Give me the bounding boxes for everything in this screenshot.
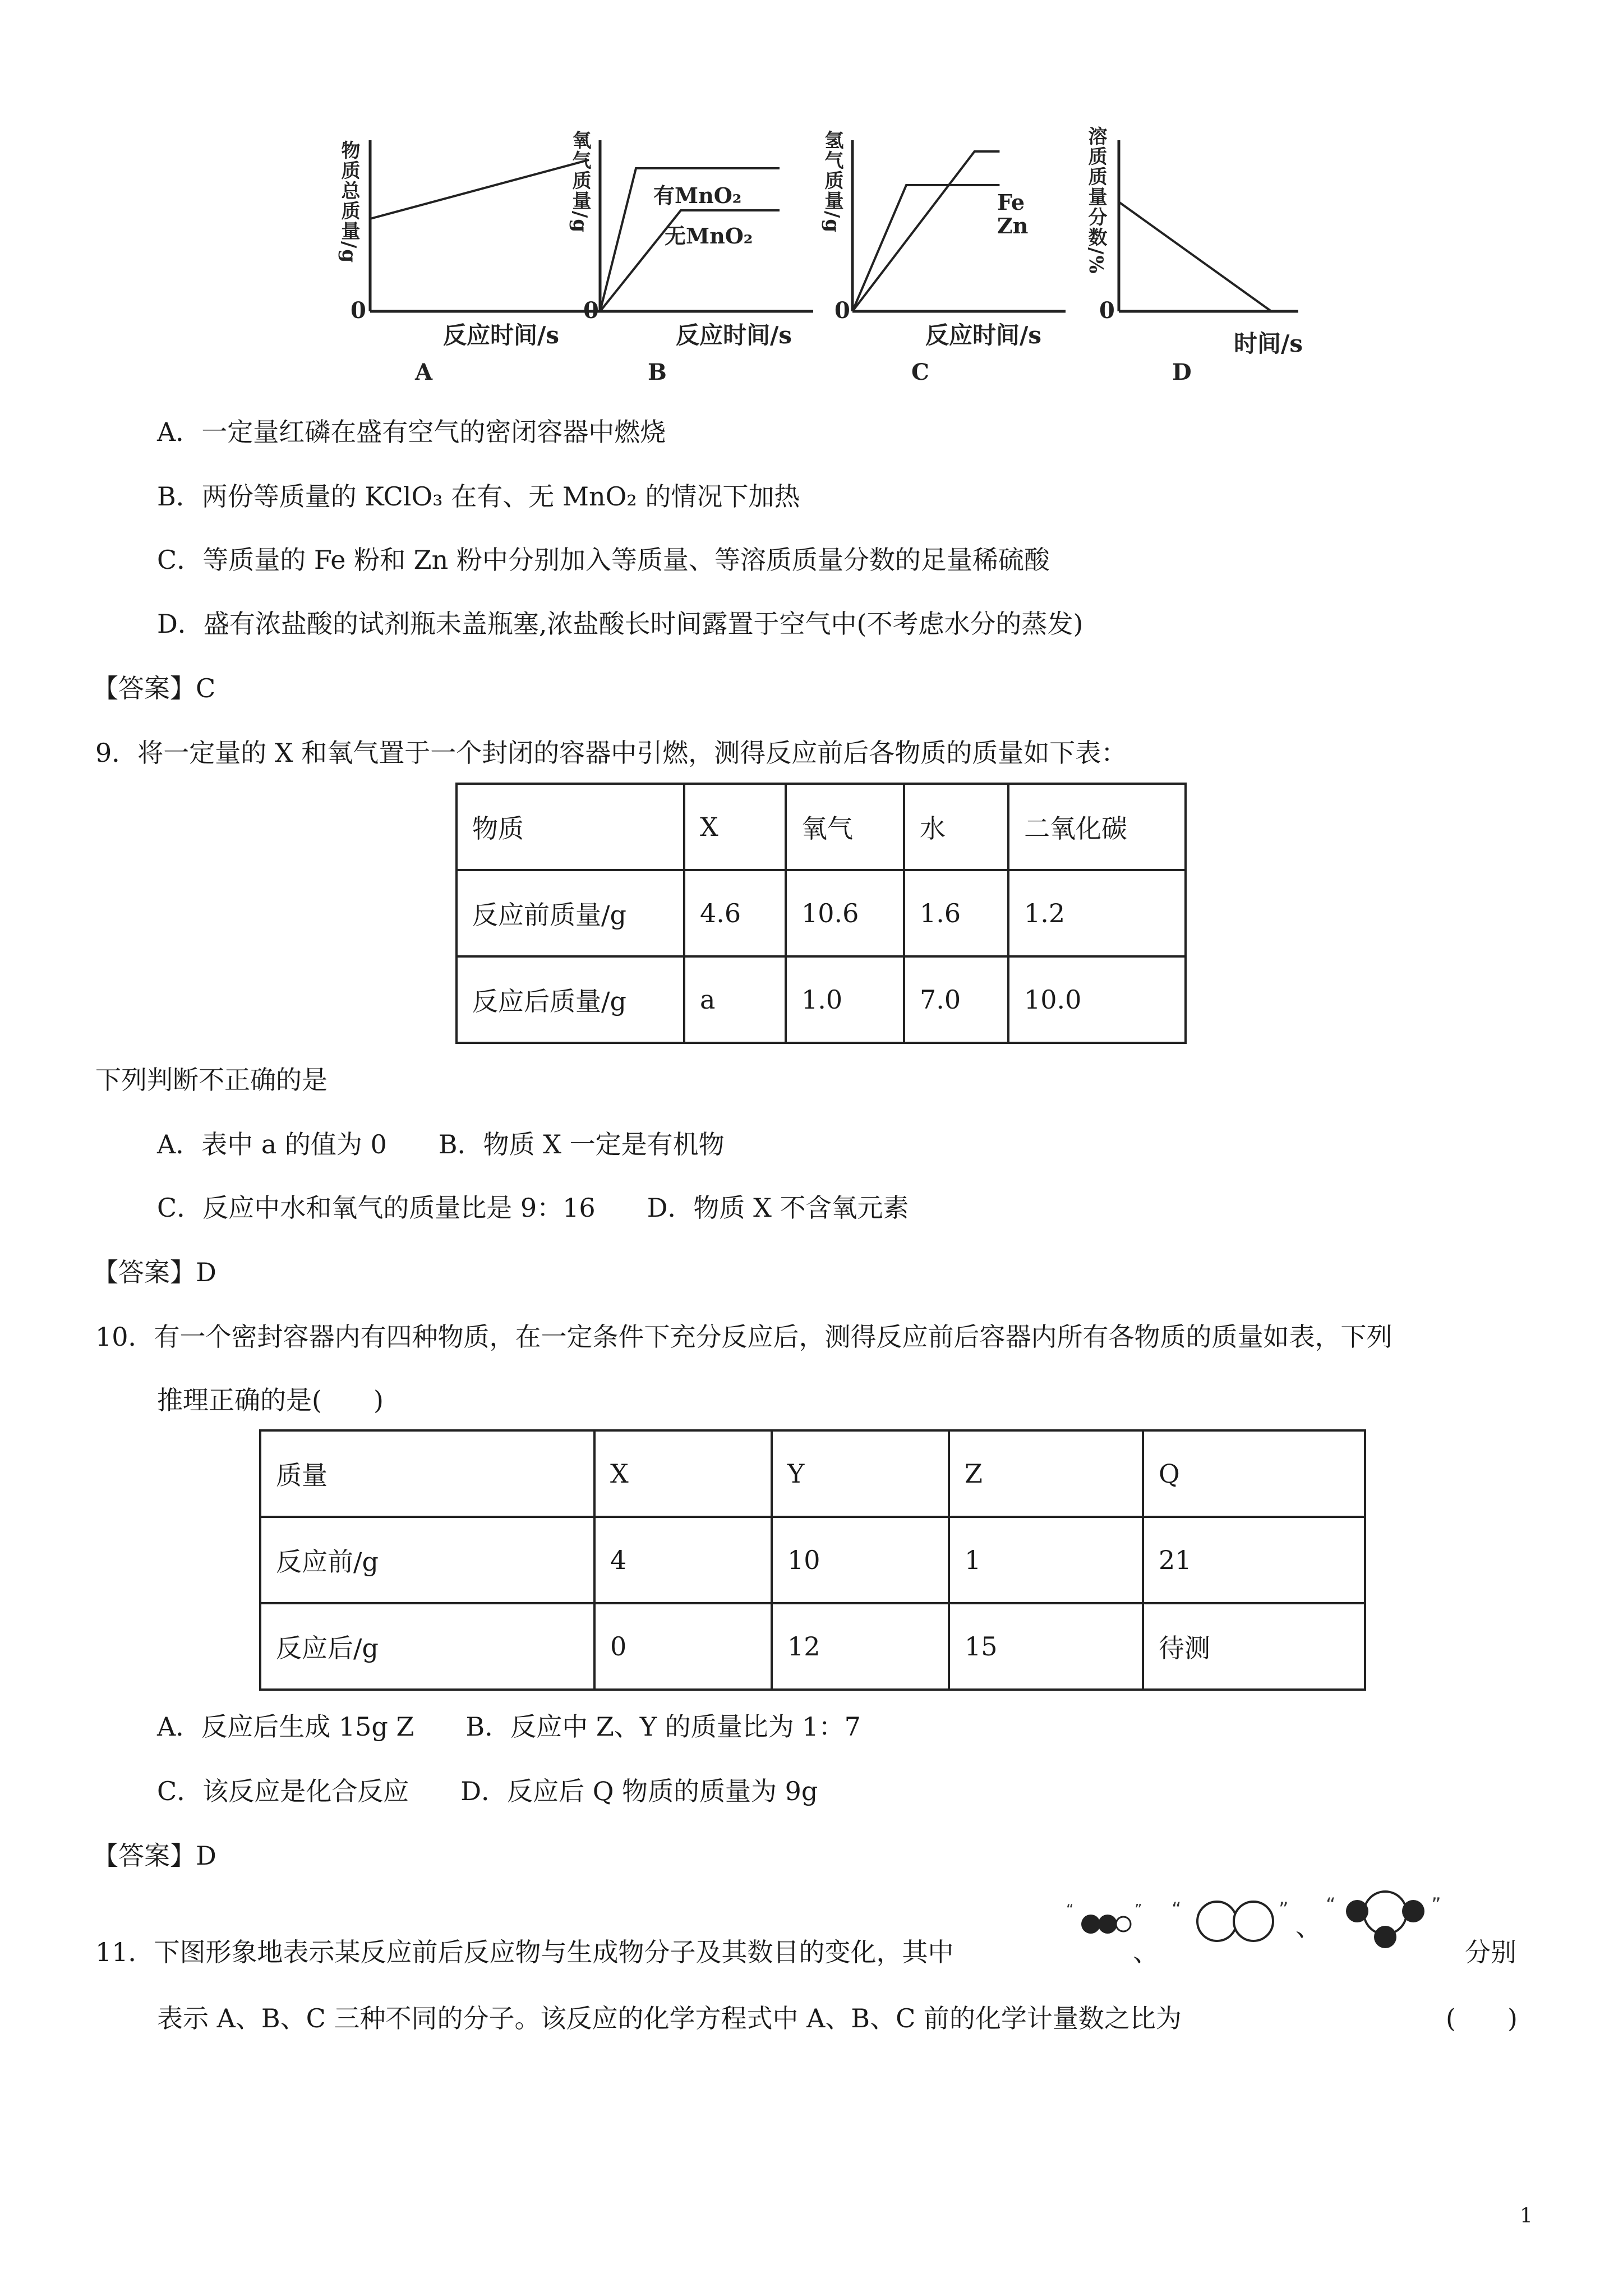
svg-text:“: “ [1172, 1898, 1182, 1921]
molecule-b-icon [1169, 1893, 1310, 1944]
molecule-c-icon [1324, 1888, 1453, 1952]
q8-answer: 【答案】C [93, 673, 216, 703]
q10-answer: 【答案】D [93, 1841, 216, 1871]
table-cell: 12 [772, 1603, 949, 1690]
table-cell: 15 [949, 1603, 1143, 1690]
chart-b-series-without-mno2 [600, 210, 780, 311]
table-cell: 10.0 [1008, 956, 1186, 1043]
table-row [457, 956, 1186, 1043]
q10-options-line2: C．该反应是化合反应 D．反应后 Q 物质的质量为 9g [157, 1776, 818, 1806]
table-cell: 1.2 [1008, 870, 1186, 956]
chart-c-series-fe [852, 151, 999, 311]
table-cell: Y [772, 1430, 949, 1517]
q11-separator-1: 、 [1133, 1937, 1159, 1967]
table-row [260, 1603, 1365, 1690]
chart-a-series-line [370, 160, 589, 219]
chart-c-plot [841, 135, 1077, 325]
table-cell: 10.6 [786, 870, 904, 956]
q9-options-line1: A．表中 a 的值为 0 B．物质 X 一定是有机物 [157, 1129, 725, 1159]
q9-options-line2: C．反应中水和氧气的质量比是 9：16 D．物质 X 不含氧元素 [157, 1193, 909, 1223]
page-number: 1 [1520, 2205, 1533, 2228]
chart-a-caption: A [415, 359, 433, 385]
table-cell: 质量 [260, 1430, 594, 1517]
q8-option-a: A．一定量红磷在盛有空气的密闭容器中燃烧 [157, 417, 666, 447]
chart-c-xlabel: 反应时间/s [925, 321, 1041, 349]
table-row [457, 784, 1186, 870]
chart-c-label-fe: Fe [997, 190, 1025, 215]
table-row [260, 1430, 1365, 1517]
svg-text:”: ” [1135, 1902, 1142, 1918]
table-cell: 反应前质量/g [457, 870, 684, 956]
q10-table [259, 1429, 1366, 1691]
table-cell: 7.0 [904, 956, 1008, 1043]
chart-d-xlabel: 时间/s [1234, 330, 1303, 357]
q9-stem: 9．将一定量的 X 和氧气置于一个封闭的容器中引燃，测得反应前后各物质的质量如下表： [95, 738, 1127, 768]
chart-c-origin: 0 [834, 297, 850, 324]
table-cell: 4.6 [684, 870, 786, 956]
table-cell: a [684, 956, 786, 1043]
table-cell: 待测 [1143, 1603, 1365, 1690]
chart-b-xlabel: 反应时间/s [676, 321, 792, 349]
svg-text:”: ” [1431, 1894, 1441, 1916]
chart-d-series-line [1119, 202, 1271, 311]
q11-answer-paren: ( ) [1446, 2003, 1518, 2033]
chart-a-origin: 0 [351, 297, 366, 324]
chart-c-caption: C [911, 359, 929, 385]
q9-answer: 【答案】D [93, 1257, 216, 1287]
table-cell: 0 [594, 1603, 772, 1690]
svg-text:“: “ [1066, 1902, 1074, 1918]
table-cell: Z [949, 1430, 1143, 1517]
chart-d-ylabel: 溶质质量分数/% [1085, 126, 1107, 275]
chart-b-caption: B [648, 359, 667, 385]
q8-option-b: B．两份等质量的 KClO₃ 在有、无 MnO₂ 的情况下加热 [157, 481, 800, 512]
chart-d-plot [1108, 135, 1310, 325]
chart-d-caption: D [1172, 359, 1192, 385]
chart-b-series-with-mno2 [600, 168, 780, 311]
q9-prompt: 下列判断不正确的是 [95, 1065, 328, 1095]
chart-c-series-zn [852, 185, 999, 311]
chart-b-label-with-mno2: 有MnO₂ [653, 183, 742, 208]
chart-b-plot [589, 135, 824, 325]
table-row [260, 1517, 1365, 1603]
table-row [457, 870, 1186, 956]
q8-option-c: C．等质量的 Fe 粉和 Zn 粉中分别加入等质量、等溶质质量分数的足量稀硫酸 [157, 545, 1050, 575]
chart-a-xlabel: 反应时间/s [443, 321, 559, 349]
table-cell: 二氧化碳 [1008, 784, 1186, 870]
q10-stem-line1: 10．有一个密封容器内有四种物质，在一定条件下充分反应后，测得反应前后容器内所有各物质的质量如表，下列 [95, 1322, 1393, 1352]
table-cell: 1.0 [786, 956, 904, 1043]
table-cell: Q [1143, 1430, 1365, 1517]
q11-stem-line2: 表示 A、B、C 三种不同的分子。该反应的化学方程式中 A、B、C 前的化学计量数之比为 [157, 2003, 1182, 2033]
chart-d-origin: 0 [1099, 297, 1115, 324]
table-cell: 1.6 [904, 870, 1008, 956]
q11-stem-line1-b: 分别 [1465, 1937, 1516, 1967]
table-cell: X [684, 784, 786, 870]
chart-b-label-without-mno2: 无MnO₂ [665, 223, 753, 249]
q8-option-d: D．盛有浓盐酸的试剂瓶未盖瓶塞,浓盐酸长时间露置于空气中(不考虑水分的蒸发) [157, 609, 1083, 639]
table-cell: 21 [1143, 1517, 1365, 1603]
q11-stem-line1-a: 11．下图形象地表示某反应前后反应物与生成物分子及其数目的变化，其中 [95, 1937, 954, 1967]
chart-b-ylabel: 氧气质量/g [569, 130, 591, 234]
svg-text:”: ” [1279, 1898, 1289, 1921]
q9-table [455, 783, 1187, 1044]
table-cell: 1 [949, 1517, 1143, 1603]
table-cell: 10 [772, 1517, 949, 1603]
table-cell: X [594, 1430, 772, 1517]
table-cell: 反应后质量/g [457, 956, 684, 1043]
chart-c-ylabel: 氢气质量/g [821, 130, 843, 234]
table-cell: 水 [904, 784, 1008, 870]
table-cell: 氧气 [786, 784, 904, 870]
table-cell: 反应后/g [260, 1603, 594, 1690]
q10-stem-line2: 推理正确的是( ) [157, 1385, 384, 1415]
table-cell: 反应前/g [260, 1517, 594, 1603]
chart-b-origin: 0 [583, 297, 599, 324]
q10-options-line1: A．反应后生成 15g Z B．反应中 Z、Y 的质量比为 1：7 [157, 1711, 861, 1742]
table-cell: 4 [594, 1517, 772, 1603]
chart-c-label-zn: Zn [997, 213, 1029, 238]
table-cell: 物质 [457, 784, 684, 870]
svg-text:“: “ [1326, 1894, 1336, 1916]
chart-a-ylabel: 物质总质量/g [338, 140, 360, 264]
q11-separator-2: 、 [1295, 1912, 1321, 1942]
